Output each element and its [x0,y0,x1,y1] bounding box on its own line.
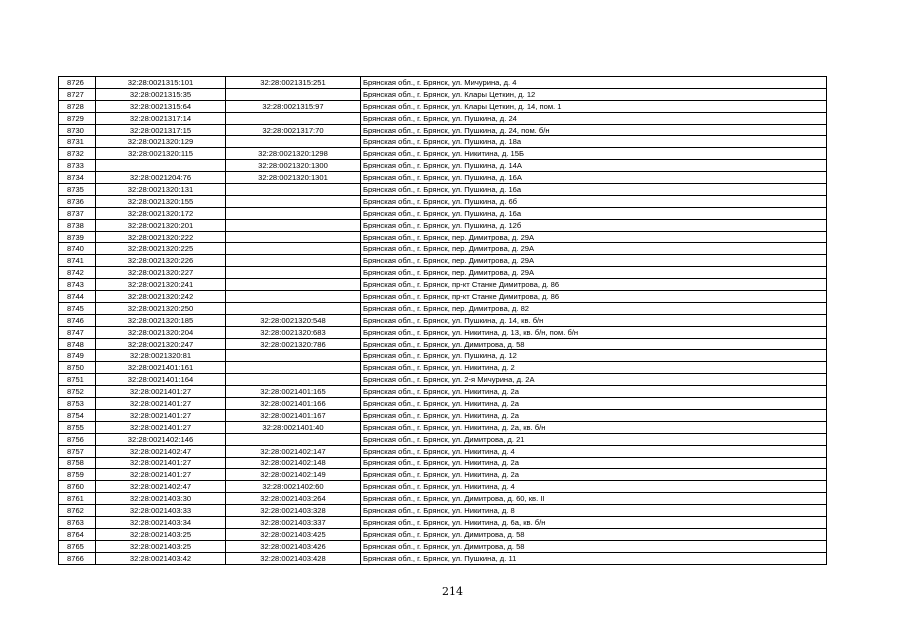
table-row [59,338,827,350]
linked-cadastral-number-cell [226,374,361,386]
linked-cadastral-number-cell [226,219,361,231]
row-number-cell: 8732 [59,148,96,160]
linked-cadastral-number-cell: 32:28:0021401:165 [226,386,361,398]
address-cell: Брянская обл., г. Брянск, ул. Никитина, д. 2а, кв. б/н [361,421,827,433]
row-number-cell: 8728 [59,100,96,112]
address-cell: Брянская обл., г. Брянск, пр-кт Станке Димитрова, д. 86 [361,279,827,291]
table-row [59,148,827,160]
address-cell: Брянская обл., г. Брянск, ул. Пушкина, д. 14, кв. б/н [361,314,827,326]
row-number-cell: 8744 [59,291,96,303]
cadastral-number-cell: 32:28:0021401:27 [96,457,226,469]
address-cell: Брянская обл., г. Брянск, ул. Пушкина, д. 16а [361,184,827,196]
address-cell: Брянская обл., г. Брянск, пер. Димитрова, д. 82 [361,302,827,314]
table-row [59,445,827,457]
row-number-cell: 8756 [59,433,96,445]
address-cell: Брянская обл., г. Брянск, ул. Пушкина, д. 11 [361,552,827,564]
cadastral-number-cell: 32:28:0021320:241 [96,279,226,291]
table-row [59,528,827,540]
linked-cadastral-number-cell [226,350,361,362]
table-row [59,231,827,243]
table-row [59,314,827,326]
cadastral-number-cell: 32:28:0021320:201 [96,219,226,231]
linked-cadastral-number-cell [226,184,361,196]
row-number-cell: 8754 [59,409,96,421]
address-cell: Брянская обл., г. Брянск, ул. Пушкина, д. 14А [361,160,827,172]
cadastral-number-cell: 32:28:0021320:226 [96,255,226,267]
row-number-cell: 8749 [59,350,96,362]
table-row [59,184,827,196]
address-cell: Брянская обл., г. Брянск, ул. Пушкина, д. 12 [361,350,827,362]
row-number-cell: 8763 [59,516,96,528]
linked-cadastral-number-cell: 32:28:0021320:1301 [226,172,361,184]
table-row [59,516,827,528]
table-row [59,409,827,421]
table-row [59,136,827,148]
linked-cadastral-number-cell [226,362,361,374]
table-row [59,172,827,184]
linked-cadastral-number-cell [226,207,361,219]
address-cell: Брянская обл., г. Брянск, ул. Пушкина, д. 16А [361,172,827,184]
row-number-cell: 8733 [59,160,96,172]
table-row [59,291,827,303]
linked-cadastral-number-cell: 32:28:0021403:328 [226,505,361,517]
linked-cadastral-number-cell: 32:28:0021403:426 [226,540,361,552]
cadastral-number-cell: 32:28:0021320:115 [96,148,226,160]
cadastral-number-cell [96,160,226,172]
table-row [59,350,827,362]
row-number-cell: 8734 [59,172,96,184]
cadastral-number-cell: 32:28:0021320:81 [96,350,226,362]
row-number-cell: 8752 [59,386,96,398]
row-number-cell: 8735 [59,184,96,196]
table-row [59,457,827,469]
row-number-cell: 8745 [59,302,96,314]
row-number-cell: 8727 [59,88,96,100]
address-cell: Брянская обл., г. Брянск, ул. Никитина, д. 6а, кв. б/н [361,516,827,528]
address-cell: Брянская обл., г. Брянск, ул. Никитина, д. 2а [361,409,827,421]
address-cell: Брянская обл., г. Брянск, ул. Димитрова, д. 58 [361,528,827,540]
row-number-cell: 8757 [59,445,96,457]
cadastral-number-cell: 32:28:0021315:64 [96,100,226,112]
address-cell: Брянская обл., г. Брянск, ул. Клары Цеткин, д. 12 [361,88,827,100]
cadastral-number-cell: 32:28:0021320:250 [96,302,226,314]
cadastral-number-cell: 32:28:0021401:27 [96,421,226,433]
cadastral-number-cell: 32:28:0021320:247 [96,338,226,350]
linked-cadastral-number-cell: 32:28:0021403:428 [226,552,361,564]
row-number-cell: 8751 [59,374,96,386]
linked-cadastral-number-cell: 32:28:0021320:548 [226,314,361,326]
address-cell: Брянская обл., г. Брянск, ул. 2-я Мичурина, д. 2А [361,374,827,386]
linked-cadastral-number-cell: 32:28:0021401:167 [226,409,361,421]
linked-cadastral-number-cell [226,433,361,445]
address-cell: Брянская обл., г. Брянск, ул. Пушкина, д. 24, пом. б/н [361,124,827,136]
address-cell: Брянская обл., г. Брянск, ул. Пушкина, д. 12б [361,219,827,231]
linked-cadastral-number-cell [226,291,361,303]
cadastral-number-cell: 32:28:0021320:155 [96,195,226,207]
table-row [59,267,827,279]
cadastral-number-cell: 32:28:0021401:27 [96,386,226,398]
linked-cadastral-number-cell: 32:28:0021401:166 [226,398,361,410]
table-row [59,88,827,100]
address-cell: Брянская обл., г. Брянск, ул. Никитина, д. 4 [361,445,827,457]
address-cell: Брянская обл., г. Брянск, ул. Никитина, д. 2а [361,457,827,469]
row-number-cell: 8758 [59,457,96,469]
address-cell: Брянская обл., г. Брянск, ул. Пушкина, д. 6б [361,195,827,207]
linked-cadastral-number-cell [226,279,361,291]
row-number-cell: 8729 [59,112,96,124]
row-number-cell: 8753 [59,398,96,410]
linked-cadastral-number-cell [226,88,361,100]
linked-cadastral-number-cell: 32:28:0021320:1298 [226,148,361,160]
cadastral-number-cell: 32:28:0021403:34 [96,516,226,528]
row-number-cell: 8762 [59,505,96,517]
table-row [59,505,827,517]
linked-cadastral-number-cell [226,195,361,207]
row-number-cell: 8739 [59,231,96,243]
address-cell: Брянская обл., г. Брянск, ул. Никитина, д. 13, кв. б/н, пом. б/н [361,326,827,338]
table-row [59,279,827,291]
linked-cadastral-number-cell [226,267,361,279]
cadastral-number-cell: 32:28:0021204:76 [96,172,226,184]
linked-cadastral-number-cell: 32:28:0021402:147 [226,445,361,457]
cadastral-number-cell: 32:28:0021402:47 [96,445,226,457]
table-row [59,195,827,207]
row-number-cell: 8731 [59,136,96,148]
address-cell: Брянская обл., г. Брянск, ул. Никитина, д. 2а [361,398,827,410]
address-cell: Брянская обл., г. Брянск, ул. Никитина, д. 2а [361,469,827,481]
address-cell: Брянская обл., г. Брянск, ул. Никитина, д. 2а [361,386,827,398]
linked-cadastral-number-cell [226,302,361,314]
row-number-cell: 8743 [59,279,96,291]
row-number-cell: 8748 [59,338,96,350]
cadastral-number-cell: 32:28:0021317:14 [96,112,226,124]
linked-cadastral-number-cell: 32:28:0021403:264 [226,493,361,505]
address-cell: Брянская обл., г. Брянск, пер. Димитрова, д. 29А [361,267,827,279]
linked-cadastral-number-cell: 32:28:0021402:149 [226,469,361,481]
linked-cadastral-number-cell: 32:28:0021315:251 [226,77,361,89]
address-cell: Брянская обл., г. Брянск, ул. Клары Цеткин, д. 14, пом. 1 [361,100,827,112]
row-number-cell: 8747 [59,326,96,338]
cadastral-number-cell: 32:28:0021402:146 [96,433,226,445]
address-cell: Брянская обл., г. Брянск, ул. Никитина, д. 4 [361,481,827,493]
linked-cadastral-number-cell: 32:28:0021401:40 [226,421,361,433]
page-number: 214 [442,585,463,598]
row-number-cell: 8730 [59,124,96,136]
table-row [59,207,827,219]
address-cell: Брянская обл., г. Брянск, ул. Димитрова, д. 58 [361,540,827,552]
cadastral-number-cell: 32:28:0021403:33 [96,505,226,517]
linked-cadastral-number-cell [226,231,361,243]
table-row [59,374,827,386]
address-cell: Брянская обл., г. Брянск, ул. Пушкина, д. 18а [361,136,827,148]
address-cell: Брянская обл., г. Брянск, ул. Никитина, д. 2 [361,362,827,374]
cadastral-number-cell: 32:28:0021315:35 [96,88,226,100]
row-number-cell: 8737 [59,207,96,219]
linked-cadastral-number-cell: 32:28:0021403:425 [226,528,361,540]
row-number-cell: 8742 [59,267,96,279]
address-cell: Брянская обл., г. Брянск, ул. Димитрова, д. 60, кв. II [361,493,827,505]
row-number-cell: 8726 [59,77,96,89]
linked-cadastral-number-cell: 32:28:0021320:1300 [226,160,361,172]
row-number-cell: 8740 [59,243,96,255]
table-row [59,469,827,481]
row-number-cell: 8766 [59,552,96,564]
table-row [59,302,827,314]
cadastral-number-cell: 32:28:0021403:42 [96,552,226,564]
address-cell: Брянская обл., г. Брянск, ул. Пушкина, д. 16а [361,207,827,219]
table-row [59,362,827,374]
cadastral-number-cell: 32:28:0021320:222 [96,231,226,243]
table-row [59,326,827,338]
property-table [58,76,827,565]
linked-cadastral-number-cell: 32:28:0021315:97 [226,100,361,112]
cadastral-number-cell: 32:28:0021320:129 [96,136,226,148]
table-row [59,481,827,493]
linked-cadastral-number-cell: 32:28:0021317:70 [226,124,361,136]
cadastral-number-cell: 32:28:0021320:242 [96,291,226,303]
cadastral-number-cell: 32:28:0021320:227 [96,267,226,279]
address-cell: Брянская обл., г. Брянск, пер. Димитрова, д. 29А [361,243,827,255]
table-row [59,219,827,231]
table-row [59,112,827,124]
address-cell: Брянская обл., г. Брянск, пр-кт Станке Димитрова, д. 86 [361,291,827,303]
table-row [59,540,827,552]
address-cell: Брянская обл., г. Брянск, ул. Никитина, д. 8 [361,505,827,517]
table-row [59,100,827,112]
cadastral-number-cell: 32:28:0021320:225 [96,243,226,255]
linked-cadastral-number-cell: 32:28:0021402:60 [226,481,361,493]
table-body [59,77,827,565]
table-row [59,124,827,136]
row-number-cell: 8764 [59,528,96,540]
linked-cadastral-number-cell: 32:28:0021320:786 [226,338,361,350]
cadastral-number-cell: 32:28:0021401:27 [96,409,226,421]
linked-cadastral-number-cell [226,112,361,124]
cadastral-number-cell: 32:28:0021401:27 [96,469,226,481]
table-row [59,421,827,433]
address-cell: Брянская обл., г. Брянск, пер. Димитрова, д. 29А [361,231,827,243]
row-number-cell: 8765 [59,540,96,552]
row-number-cell: 8760 [59,481,96,493]
cadastral-number-cell: 32:28:0021320:185 [96,314,226,326]
cadastral-number-cell: 32:28:0021317:15 [96,124,226,136]
address-cell: Брянская обл., г. Брянск, ул. Никитина, д. 15Б [361,148,827,160]
linked-cadastral-number-cell: 32:28:0021403:337 [226,516,361,528]
cadastral-number-cell: 32:28:0021401:161 [96,362,226,374]
cadastral-number-cell: 32:28:0021402:47 [96,481,226,493]
table-row [59,77,827,89]
table-row [59,493,827,505]
table-row [59,255,827,267]
address-cell: Брянская обл., г. Брянск, ул. Димитрова, д. 58 [361,338,827,350]
linked-cadastral-number-cell: 32:28:0021402:148 [226,457,361,469]
address-cell: Брянская обл., г. Брянск, ул. Димитрова, д. 21 [361,433,827,445]
table-row [59,160,827,172]
address-cell: Брянская обл., г. Брянск, ул. Пушкина, д. 24 [361,112,827,124]
table-row [59,433,827,445]
cadastral-number-cell: 32:28:0021401:164 [96,374,226,386]
linked-cadastral-number-cell: 32:28:0021320:683 [226,326,361,338]
cadastral-number-cell: 32:28:0021320:204 [96,326,226,338]
cadastral-number-cell: 32:28:0021403:25 [96,540,226,552]
cadastral-number-cell: 32:28:0021315:101 [96,77,226,89]
row-number-cell: 8755 [59,421,96,433]
cadastral-number-cell: 32:28:0021320:172 [96,207,226,219]
cadastral-number-cell: 32:28:0021403:30 [96,493,226,505]
cadastral-number-cell: 32:28:0021320:131 [96,184,226,196]
row-number-cell: 8746 [59,314,96,326]
cadastral-number-cell: 32:28:0021403:25 [96,528,226,540]
address-cell: Брянская обл., г. Брянск, ул. Мичурина, д. 4 [361,77,827,89]
row-number-cell: 8738 [59,219,96,231]
table-row [59,398,827,410]
row-number-cell: 8750 [59,362,96,374]
row-number-cell: 8741 [59,255,96,267]
table-row [59,386,827,398]
cadastral-number-cell: 32:28:0021401:27 [96,398,226,410]
row-number-cell: 8759 [59,469,96,481]
address-cell: Брянская обл., г. Брянск, пер. Димитрова, д. 29А [361,255,827,267]
linked-cadastral-number-cell [226,255,361,267]
table-row [59,243,827,255]
row-number-cell: 8761 [59,493,96,505]
linked-cadastral-number-cell [226,136,361,148]
table-row [59,552,827,564]
linked-cadastral-number-cell [226,243,361,255]
row-number-cell: 8736 [59,195,96,207]
